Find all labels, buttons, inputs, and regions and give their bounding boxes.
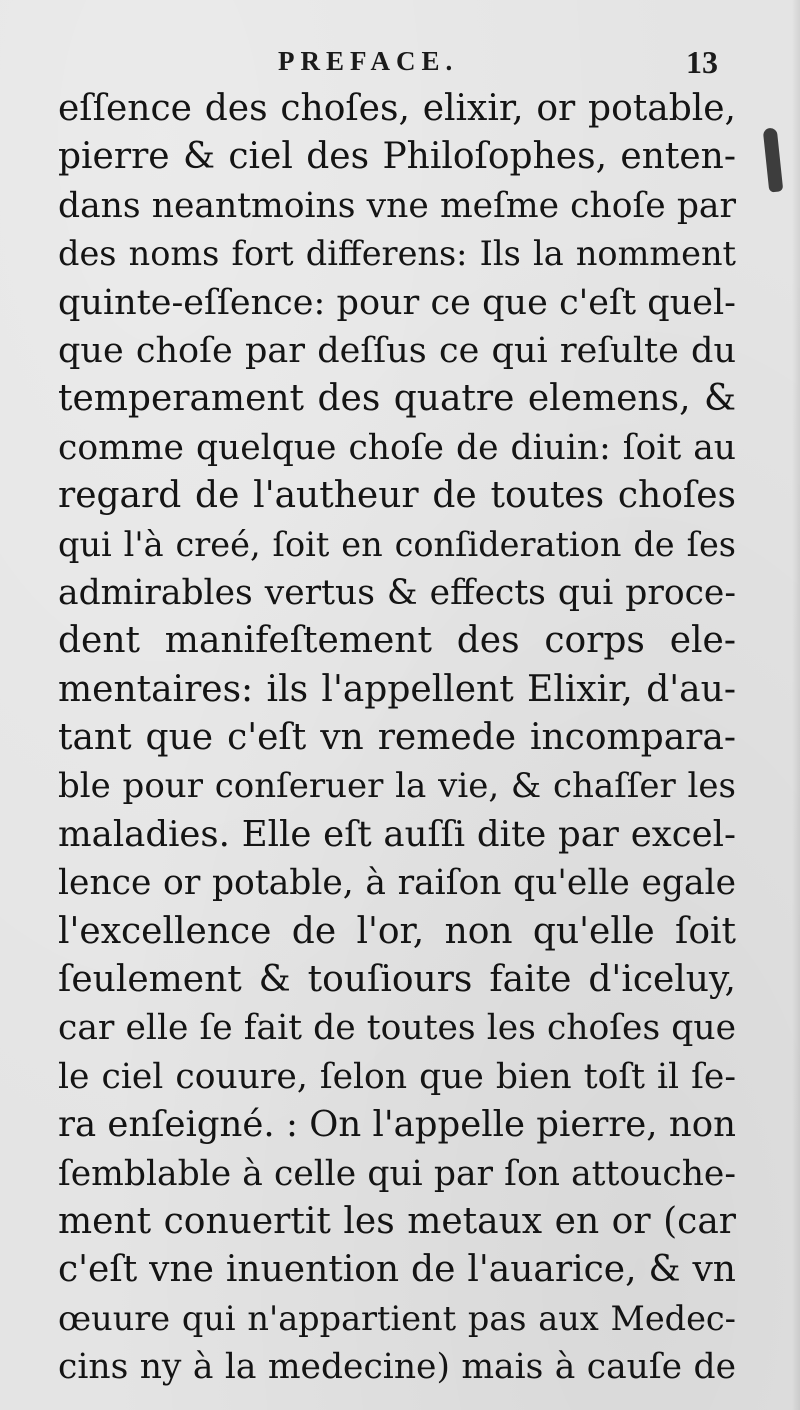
text-line: que choſe par deſſus ce qui reſulte du <box>58 330 736 371</box>
text-line: qui l'à creé, ſoit en conſideration de ſes <box>58 524 736 564</box>
text-line: quinte-eſſence: pour ce que c'eſt quel- <box>58 282 736 323</box>
text-line: comme quelque choſe de diuin: ſoit au <box>58 427 736 468</box>
text-line: ſeulement & touſiours faite d'iceluy, <box>58 959 736 1001</box>
text-line: lence or potable, à raiſon qu'elle egale <box>58 863 736 904</box>
running-title: PREFACE. <box>278 46 459 76</box>
text-line: dans neantmoins vne meſme choſe par <box>58 185 736 226</box>
text-line: tant que c'eſt vn remede incompara- <box>58 717 736 759</box>
page-edge-shadow <box>792 0 800 1410</box>
text-line: le ciel couure, ſelon que bien toſt il ſe- <box>58 1056 736 1097</box>
text-line: mentaires: ils l'appellent Elixir, d'au- <box>58 668 736 710</box>
text-line: admirables vertus & effects qui proce- <box>58 572 736 613</box>
text-line: ment conuertit les metaux en or (car <box>58 1200 736 1242</box>
text-line: car elle ſe fait de toutes les choſes que <box>58 1008 736 1049</box>
text-line: regard de l'autheur de toutes choſes <box>58 475 736 517</box>
text-line: l'excellence de l'or, non qu'elle ſoit <box>58 910 736 952</box>
running-header <box>0 46 800 86</box>
text-line: eſſence des choſes, elixir, or potable, <box>58 88 736 129</box>
text-line: dent manifeſtement des corps ele- <box>58 620 736 662</box>
text-line: c'eſt vne inuention de l'auarice, & vn <box>58 1249 736 1291</box>
text-line: maladies. Elle eſt auſſi dite par excel- <box>58 813 736 855</box>
text-line: ble pour conſeruer la vie, & chaſſer les <box>58 766 736 807</box>
text-line: pierre & ciel des Philoſophes, enten- <box>58 136 736 178</box>
text-line: œuure qui n'appartient pas aux Medec- <box>58 1298 736 1338</box>
page-number: 13 <box>686 44 718 80</box>
text-line: ra enſeigné. : On l'appelle pierre, non <box>58 1104 736 1146</box>
margin-ink-mark <box>763 127 784 192</box>
text-line: temperament des quatre elemens, & <box>58 378 736 420</box>
text-line: des noms fort differens: Ils la nomment <box>58 234 736 274</box>
body-text <box>58 85 736 1392</box>
text-line: cins ny à la medecine) mais à cauſe de <box>58 1347 736 1388</box>
text-line: ſemblable à celle qui par ſon attouche- <box>58 1153 736 1194</box>
